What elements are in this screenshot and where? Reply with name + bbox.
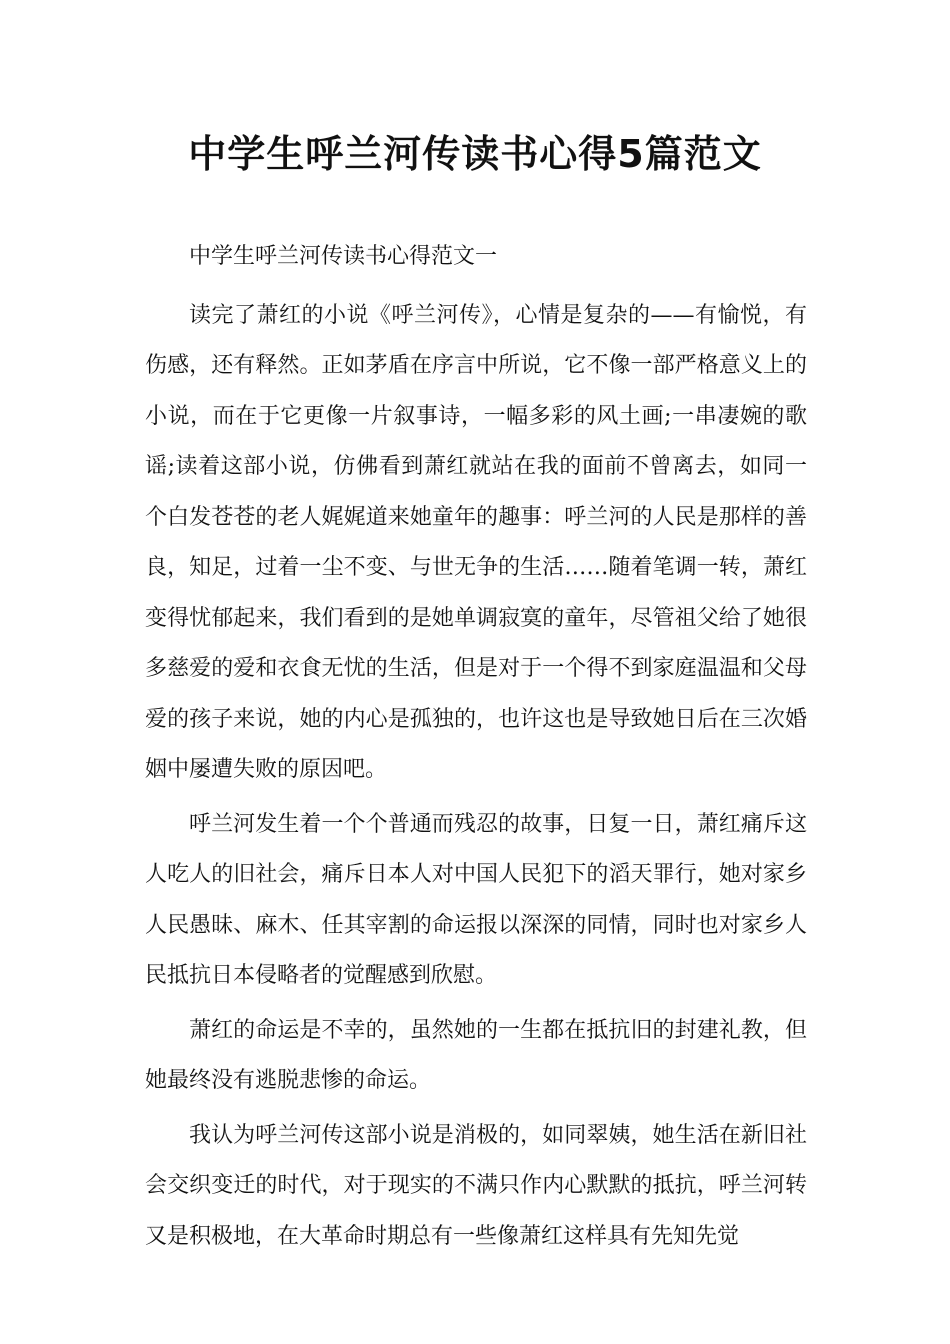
page-title: 中学生呼兰河传读书心得5篇范文	[188, 132, 762, 176]
paragraph-1: 读完了萧红的小说《呼兰河传》，心情是复杂的——有愉悦，有伤感，还有释然。正如茅盾在序言中所说，它不像一部严格意义上的小说，而在于它更像一片叙事诗，一幅多彩的风土画;一串凄婉的歌谣;读着这部小说，仿佛看到萧红就站在我的面前不曾离去，如同一个白发苍苍的老人娓娓道来她童年的趣事：呼兰河的人民是那样的善良，知足，过着一尘不变、与世无争的生活……随着笔调一转，萧红变得忧郁起来，我们看到的是她单调寂寞的童年，尽管祖父给了她很多慈爱的爱和衣食无忧的生活，但是对于一个得不到家庭温温和父母爱的孩子来说，她的内心是孤独的，也许这也是导致她日后在三次婚姻中屡遭失败的原因吧。	[145, 302, 807, 782]
paragraph-2: 呼兰河发生着一个个普通而残忍的故事，日复一日，萧红痛斥这人吃人的旧社会，痛斥日本人对中国人民犯下的滔天罪行，她对家乡人民愚昧、麻木、任其宰割的命运报以深深的同情，同时也对家乡人民抵抗日本侵略者的觉醒感到欣慰。	[145, 811, 807, 988]
section-heading: 中学生呼兰河传读书心得范文一	[189, 244, 498, 269]
paragraph-3: 萧红的命运是不幸的，虽然她的一生都在抵抗旧的封建礼教，但她最终没有逃脱悲惨的命运。	[145, 1017, 807, 1093]
paragraph-4: 我认为呼兰河传这部小说是消极的，如同翠姨，她生活在新旧社会交织变迁的时代，对于现实的不满只作内心默默的抵抗，呼兰河转又是积极地，在大革命时期总有一些像萧红这样具有先知先觉	[145, 1122, 807, 1249]
document-body	[145, 232, 807, 1266]
